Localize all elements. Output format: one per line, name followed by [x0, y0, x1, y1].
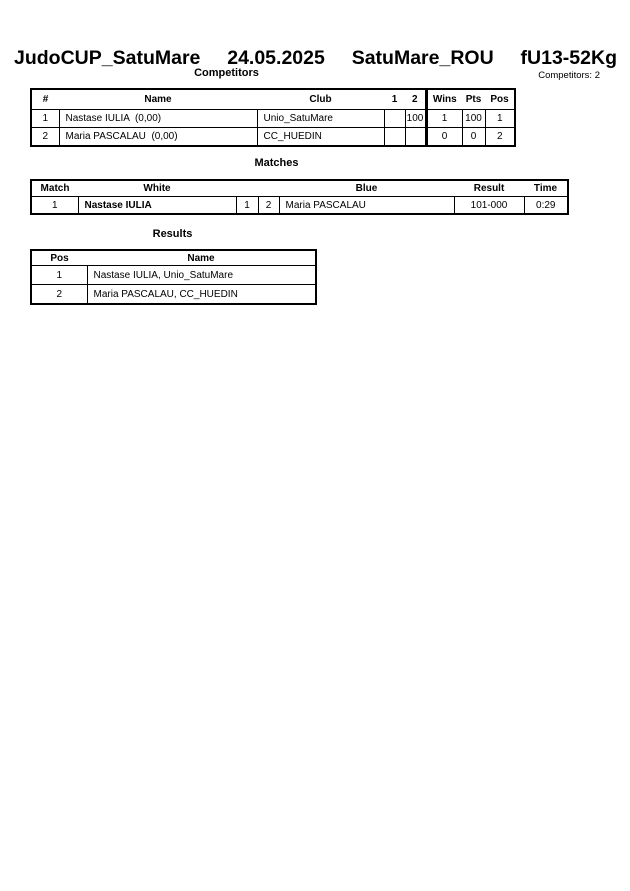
col-header-result: Result	[454, 180, 524, 197]
competitors-heading: Competitors	[194, 67, 259, 79]
col-header-white-score	[236, 180, 258, 197]
col-header-blue: Blue	[279, 180, 454, 197]
cell-number: 1	[31, 110, 59, 128]
cell-match-number: 1	[31, 197, 78, 215]
cell-name: Maria PASCALAU (0,00)	[59, 128, 257, 147]
cell-result: 101-000	[454, 197, 524, 215]
col-header-match: Match	[31, 180, 78, 197]
matches-heading: Matches	[254, 157, 299, 169]
competitor-row	[31, 128, 515, 147]
cell-blue-score: 2	[258, 197, 279, 215]
result-row	[31, 266, 316, 285]
cell-blue-name: Maria PASCALAU	[279, 197, 454, 215]
cell-pos: 1	[485, 110, 515, 128]
col-header-time: Time	[524, 180, 568, 197]
col-header-pos: Pos	[31, 250, 87, 266]
matches-table	[30, 179, 569, 215]
col-header-match1: 1	[384, 89, 405, 110]
competitors-count: Competitors: 2	[538, 70, 600, 81]
results-heading: Results	[152, 228, 193, 240]
col-header-name: Name	[87, 250, 316, 266]
col-header-name: Name	[59, 89, 257, 110]
competitor-row	[31, 110, 515, 128]
cell-match1	[384, 128, 405, 147]
match-row	[31, 197, 568, 215]
cell-number: 2	[31, 128, 59, 147]
title-location: SatuMare_ROU	[351, 47, 494, 69]
matches-header-row	[31, 180, 568, 197]
cell-match2	[405, 128, 426, 147]
competitors-header-row	[31, 89, 515, 110]
cell-name: Maria PASCALAU, CC_HUEDIN	[87, 285, 316, 305]
cell-pts: 100	[462, 110, 485, 128]
cell-name: Nastase IULIA, Unio_SatuMare	[87, 266, 316, 285]
cell-match2: 100	[405, 110, 426, 128]
cell-pos: 2	[485, 128, 515, 147]
col-header-blue-score	[258, 180, 279, 197]
col-header-club: Club	[257, 89, 384, 110]
col-header-number: #	[31, 89, 59, 110]
cell-wins: 1	[426, 110, 462, 128]
cell-white-score: 1	[236, 197, 258, 215]
cell-name: Nastase IULIA (0,00)	[59, 110, 257, 128]
competitors-table	[30, 88, 516, 147]
cell-white-name: Nastase IULIA	[78, 197, 236, 215]
cell-club: CC_HUEDIN	[257, 128, 384, 147]
results-header-row	[31, 250, 316, 266]
col-header-pos: Pos	[485, 89, 515, 110]
col-header-white: White	[78, 180, 236, 197]
cell-match1	[384, 110, 405, 128]
cell-time: 0:29	[524, 197, 568, 215]
cell-pos: 2	[31, 285, 87, 305]
cell-wins: 0	[426, 128, 462, 147]
result-row	[31, 285, 316, 305]
title-date: 24.05.2025	[227, 47, 325, 69]
results-table	[30, 249, 317, 305]
cell-pts: 0	[462, 128, 485, 147]
col-header-wins: Wins	[426, 89, 462, 110]
title-tournament: JudoCUP_SatuMare	[14, 47, 201, 69]
title-category: fU13-52Kg	[520, 47, 617, 69]
cell-club: Unio_SatuMare	[257, 110, 384, 128]
col-header-match2: 2	[405, 89, 426, 110]
col-header-pts: Pts	[462, 89, 485, 110]
cell-pos: 1	[31, 266, 87, 285]
